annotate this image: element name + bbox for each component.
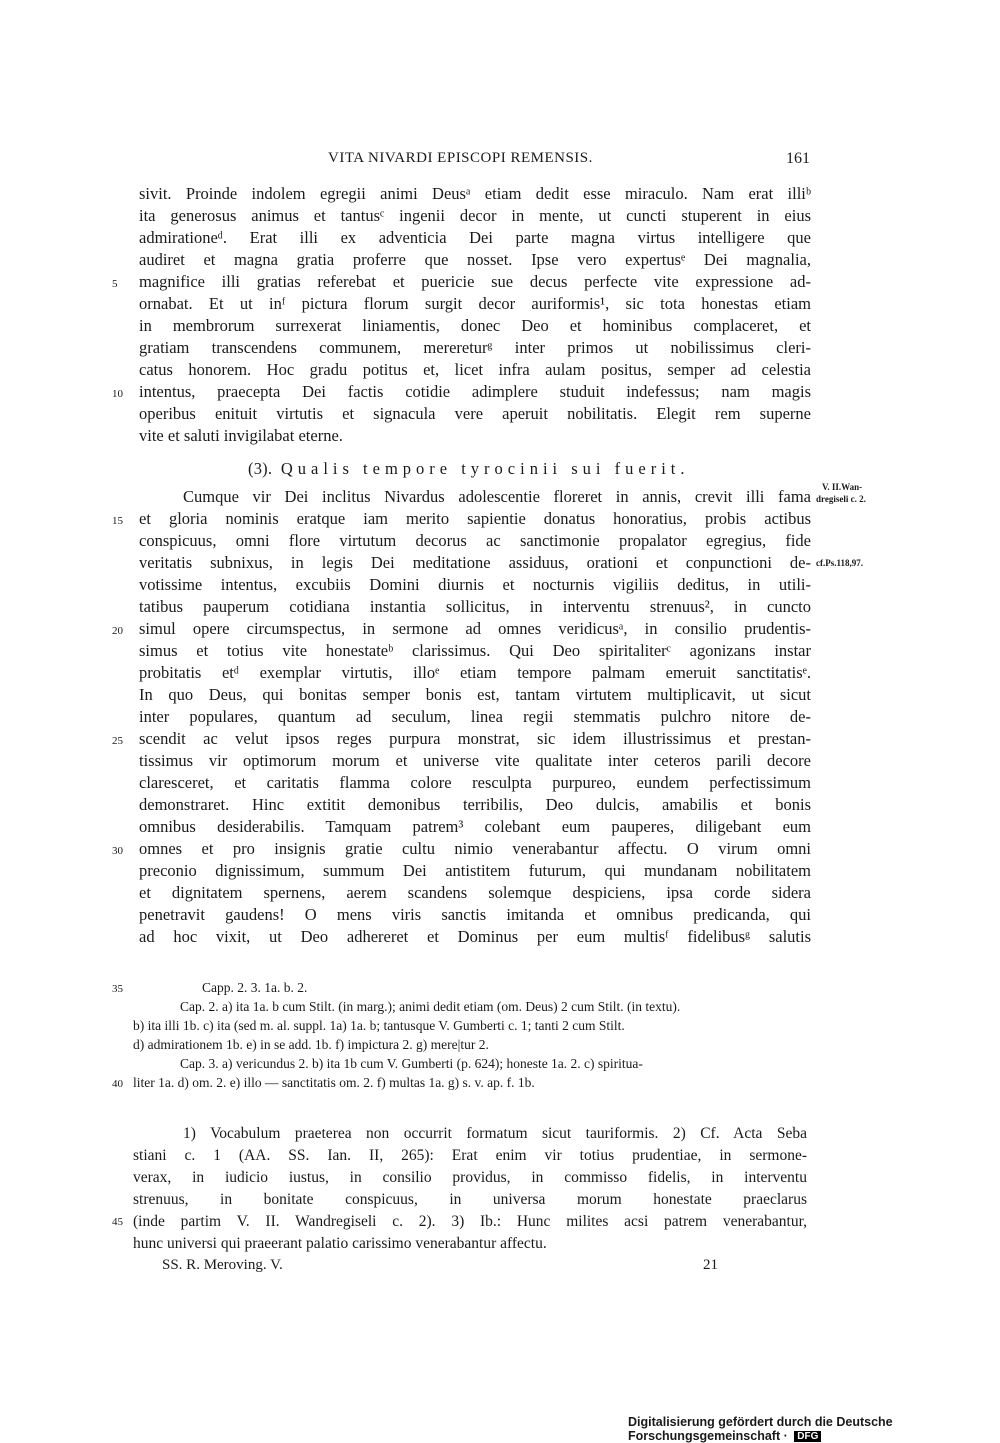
section-line: scendit ac velut ipsos reges purpura monstrat, sic idem illustrissimus et prestan- bbox=[139, 729, 811, 748]
apparatus-line: Cap. 2. a) ita 1a. b cum Stilt. (in marg.); animi dedit etiam (om. Deus) 2 cum Stilt. (in textu). bbox=[180, 999, 681, 1014]
margin-note: cf.Ps.118,97. bbox=[816, 558, 863, 568]
section-line: veritatis subnixus, in legis Dei meditatione assiduus, orationi et conpunctioni de- bbox=[139, 553, 811, 572]
digitization-text: Digitalisierung gefördert durch die Deutsche Forschungsgemeinschaft bbox=[628, 1415, 893, 1443]
body-line: ornabat. Et ut inᶠ pictura florum surgit decor auriformis¹, sic tota honestas etiam bbox=[139, 294, 811, 313]
series-footer: SS. R. Meroving. V. bbox=[162, 1257, 283, 1273]
line-number: 35 bbox=[112, 983, 123, 995]
apparatus-line: Capp. 2. 3. 1a. b. 2. bbox=[202, 980, 308, 995]
body-line: catus honorem. Hoc gradu potitus et, licet infra aulam positus, semper ad celestia bbox=[139, 360, 811, 379]
margin-note: V. II.Wan- bbox=[822, 482, 863, 492]
apparatus-line: Cap. 3. a) vericundus 2. b) ita 1b cum V. Gumberti (p. 624); honeste 1a. 2. c) spiritua- bbox=[180, 1056, 643, 1071]
body-line: sivit. Proinde indolem egregii animi Deusᵃ etiam dedit esse miraculo. Nam erat illiᵇ bbox=[139, 184, 811, 203]
body-line: admirationeᵈ. Erat illi ex adventicia Dei parte magna virtus intelligere que bbox=[139, 228, 811, 247]
section-line: ad hoc vixit, ut Deo adhereret et Dominus per eum multisᶠ fidelibusᵍ salutis bbox=[139, 927, 811, 946]
apparatus-line: liter 1a. d) om. 2. e) illo — sanctitatis om. 2. f) multas 1a. g) s. v. ap. f. 1b. bbox=[133, 1075, 535, 1090]
line-number: 10 bbox=[112, 388, 123, 400]
section-heading bbox=[248, 459, 689, 479]
dfg-logo: DFG bbox=[794, 1431, 821, 1442]
section-line: votissime intentus, excubiis Domini diurnis et nocturnis vigiliis deditus, in utili- bbox=[139, 575, 811, 594]
section-line: In quo Deus, qui bonitas semper bonis est, tantam virtutem multiplicavit, ut sicut bbox=[139, 685, 811, 704]
footnote-line: stiani c. 1 (AA. SS. Ian. II, 265): Erat enim vir totius prudentiae, in sermone- bbox=[133, 1147, 807, 1164]
section-line: simus et totius vite honestateᵇ clarissimus. Qui Deo spiritaliterᶜ agonizans instar bbox=[139, 641, 811, 660]
section-title: Qualis tempore tyrocinii sui fuerit. bbox=[280, 459, 690, 478]
section-line: claresceret, et caritatis flamma colore resculpta purpureo, eundem perfectissimum bbox=[139, 773, 811, 792]
section-line: et dignitatem spernens, aerem scandens solemque despiciens, ipsa corde sidera bbox=[139, 883, 811, 902]
body-line: magnifice illi gratias referebat et puericie sue decus perfecte vite expressione ad- bbox=[139, 272, 811, 291]
line-number: 40 bbox=[112, 1078, 123, 1090]
line-number: 30 bbox=[112, 845, 123, 857]
section-line: conspicuus, omni flore virtutum decorus ac sanctimonie propalator egregius, fide bbox=[139, 531, 811, 550]
section-line: omnibus desiderabilis. Tamquam patrem³ colebant eum pauperes, diligebant eum bbox=[139, 817, 811, 836]
section-line: inter populares, quantum ad seculum, linea regii stemmatis pulchro nitore de- bbox=[139, 707, 811, 726]
margin-note: dregiseli c. 2. bbox=[816, 494, 866, 504]
apparatus-line: d) admirationem 1b. e) in se add. 1b. f) impictura 2. g) mere|tur 2. bbox=[133, 1037, 489, 1052]
footnote-line: hunc universi qui praeerant palatio carissimo venerabantur affectu. bbox=[133, 1235, 547, 1252]
line-number: 20 bbox=[112, 625, 123, 637]
section-line: tatibus pauperum cotidiana instantia sollicitus, in interventu strenuus², in cuncto bbox=[139, 597, 811, 616]
page-number: 161 bbox=[786, 150, 810, 167]
section-line: preconio dignissimum, summum Dei antistitem futurum, qui mundanam nobilitatem bbox=[139, 861, 811, 880]
section-line: simul opere circumspectus, in sermone ad omnes veridicusᵃ, in consilio prudentis- bbox=[139, 619, 811, 638]
footnote-line: verax, in iudicio iustus, in consilio providus, in commisso fidelis, in interventu bbox=[133, 1169, 807, 1186]
digitization-credit: Digitalisierung gefördert durch die Deutsche Forschungsgemeinschaft · DFG bbox=[628, 1415, 893, 1443]
signature-mark: 21 bbox=[703, 1257, 718, 1273]
running-header: VITA NIVARDI EPISCOPI REMENSIS. bbox=[328, 150, 593, 166]
line-number: 45 bbox=[112, 1216, 123, 1228]
section-line: Cumque vir Dei inclitus Nivardus adolescentie floreret in annis, crevit illi fama bbox=[183, 487, 811, 506]
body-line: ita generosus animus et tantusᶜ ingenii decor in mente, ut cuncti stuperent in eius bbox=[139, 206, 811, 225]
section-line: omnes et pro insignis gratie cultu nimio venerabantur affectu. O virum omni bbox=[139, 839, 811, 858]
footnote-line: strenuus, in bonitate conspicuus, in universa morum honestate praeclarus bbox=[133, 1191, 807, 1208]
body-line: vite et saluti invigilabat eterne. bbox=[139, 426, 343, 445]
section-line: probitatis etᵈ exemplar virtutis, illoᵉ etiam tempore palmam emeruit sanctitatisᵉ. bbox=[139, 663, 811, 682]
body-line: intentus, praecepta Dei factis cotidie adimplere studuit indefessus; nam magis bbox=[139, 382, 811, 401]
section-number: (3). bbox=[248, 459, 273, 478]
line-number: 15 bbox=[112, 515, 123, 527]
line-number: 5 bbox=[112, 278, 118, 290]
footnote-line: (inde partim V. II. Wandregiseli c. 2). 3) Ib.: Hunc milites acsi patrem venerabantur, bbox=[133, 1213, 807, 1230]
body-line: gratiam transcendens communem, merereturᵍ inter primos ut nobilissimus cleri- bbox=[139, 338, 811, 357]
line-number: 25 bbox=[112, 735, 123, 747]
apparatus-line: b) ita illi 1b. c) ita (sed m. al. suppl. 1a) 1a. b; tantusque V. Gumberti c. 1; tanti 2 cum Stilt. bbox=[133, 1018, 625, 1033]
footnote-line: 1) Vocabulum praeterea non occurrit formatum sicut tauriformis. 2) Cf. Acta Seba bbox=[183, 1125, 807, 1142]
section-line: penetravit gaudens! O mens viris sanctis imitanda et omnibus predicanda, qui bbox=[139, 905, 811, 924]
body-line: operibus enituit virtutis et signacula vere aperuit nobilitatis. Elegit rem superne bbox=[139, 404, 811, 423]
body-line: in membrorum surrexerat liniamentis, donec Deo et hominibus complaceret, et bbox=[139, 316, 811, 335]
section-line: et gloria nominis eratque iam merito sapientie donatus honoratius, probis actibus bbox=[139, 509, 811, 528]
body-line: audiret et magna gratia proferre que nosset. Ipse vero expertusᵉ Dei magnalia, bbox=[139, 250, 811, 269]
section-line: tissimus vir optimorum morum et universe vite qualitate inter ceteros parili decore bbox=[139, 751, 811, 770]
section-line: demonstraret. Hinc extitit demonibus terribilis, Deo dulcis, amabilis et bonis bbox=[139, 795, 811, 814]
